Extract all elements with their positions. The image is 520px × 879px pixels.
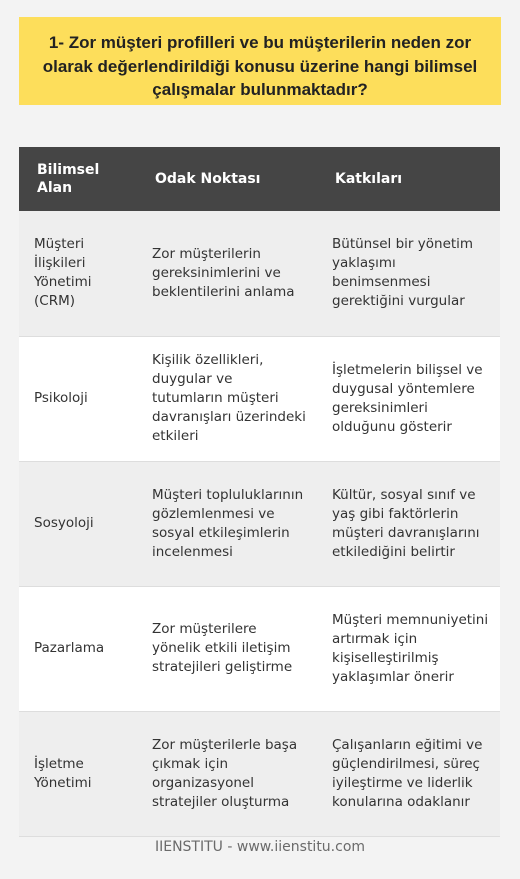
cell-area: Müşteri İlişkileri Yönetimi (CRM) [19,211,137,336]
cell-contribution: İşletmelerin bilişsel ve duygusal yöntemlere gereksinimleri olduğunu gösterir [317,336,500,461]
cell-contribution: Bütünsel bir yönetim yaklaşımı benimsenmesi gerektiğini vurgular [317,211,500,336]
column-header-contribution: Katkıları [317,147,500,211]
cell-focus: Müşteri topluluklarının gözlemlenmesi ve sosyal etkileşimlerin incelenmesi [137,461,317,586]
table-row [19,586,500,711]
table-header-row [19,147,500,211]
table-row [19,336,500,461]
table-row [19,211,500,336]
cell-area: İşletme Yönetimi [19,711,137,836]
cell-contribution: Müşteri memnuniyetini artırmak için kişiselleştirilmiş yaklaşımlar önerir [317,586,500,711]
footer-credit: IIENSTITU - www.iienstitu.com [154,839,366,855]
cell-area: Psikoloji [19,336,137,461]
cell-focus: Zor müşterilerin gereksinimlerini ve beklentilerini anlama [137,211,317,336]
cell-contribution: Kültür, sosyal sınıf ve yaş gibi faktörlerin müşteri davranışlarını etkilediğini belirtir [317,461,500,586]
column-header-area: Bilimsel Alan [19,147,137,211]
column-header-focus: Odak Noktası [137,147,317,211]
cell-focus: Kişilik özellikleri, duygular ve tutumların müşteri davranışları üzerindeki etkileri [137,336,317,461]
table-row [19,711,500,836]
cell-area: Pazarlama [19,586,137,711]
cell-contribution: Çalışanların eğitimi ve güçlendirilmesi, süreç iyileştirme ve liderlik konularına odaklanır [317,711,500,836]
table-row [19,461,500,586]
cell-focus: Zor müşterilerle başa çıkmak için organizasyonel stratejiler oluşturma [137,711,317,836]
cell-area: Sosyoloji [19,461,137,586]
cell-focus: Zor müşterilere yönelik etkili iletişim stratejileri geliştirme [137,586,317,711]
research-table [19,147,500,837]
page-title: 1- Zor müşteri profilleri ve bu müşterilerin neden zor olarak değerlendirildiği konusu üzerine hangi bilimsel çalışmalar bulunmaktadır? [19,17,501,105]
